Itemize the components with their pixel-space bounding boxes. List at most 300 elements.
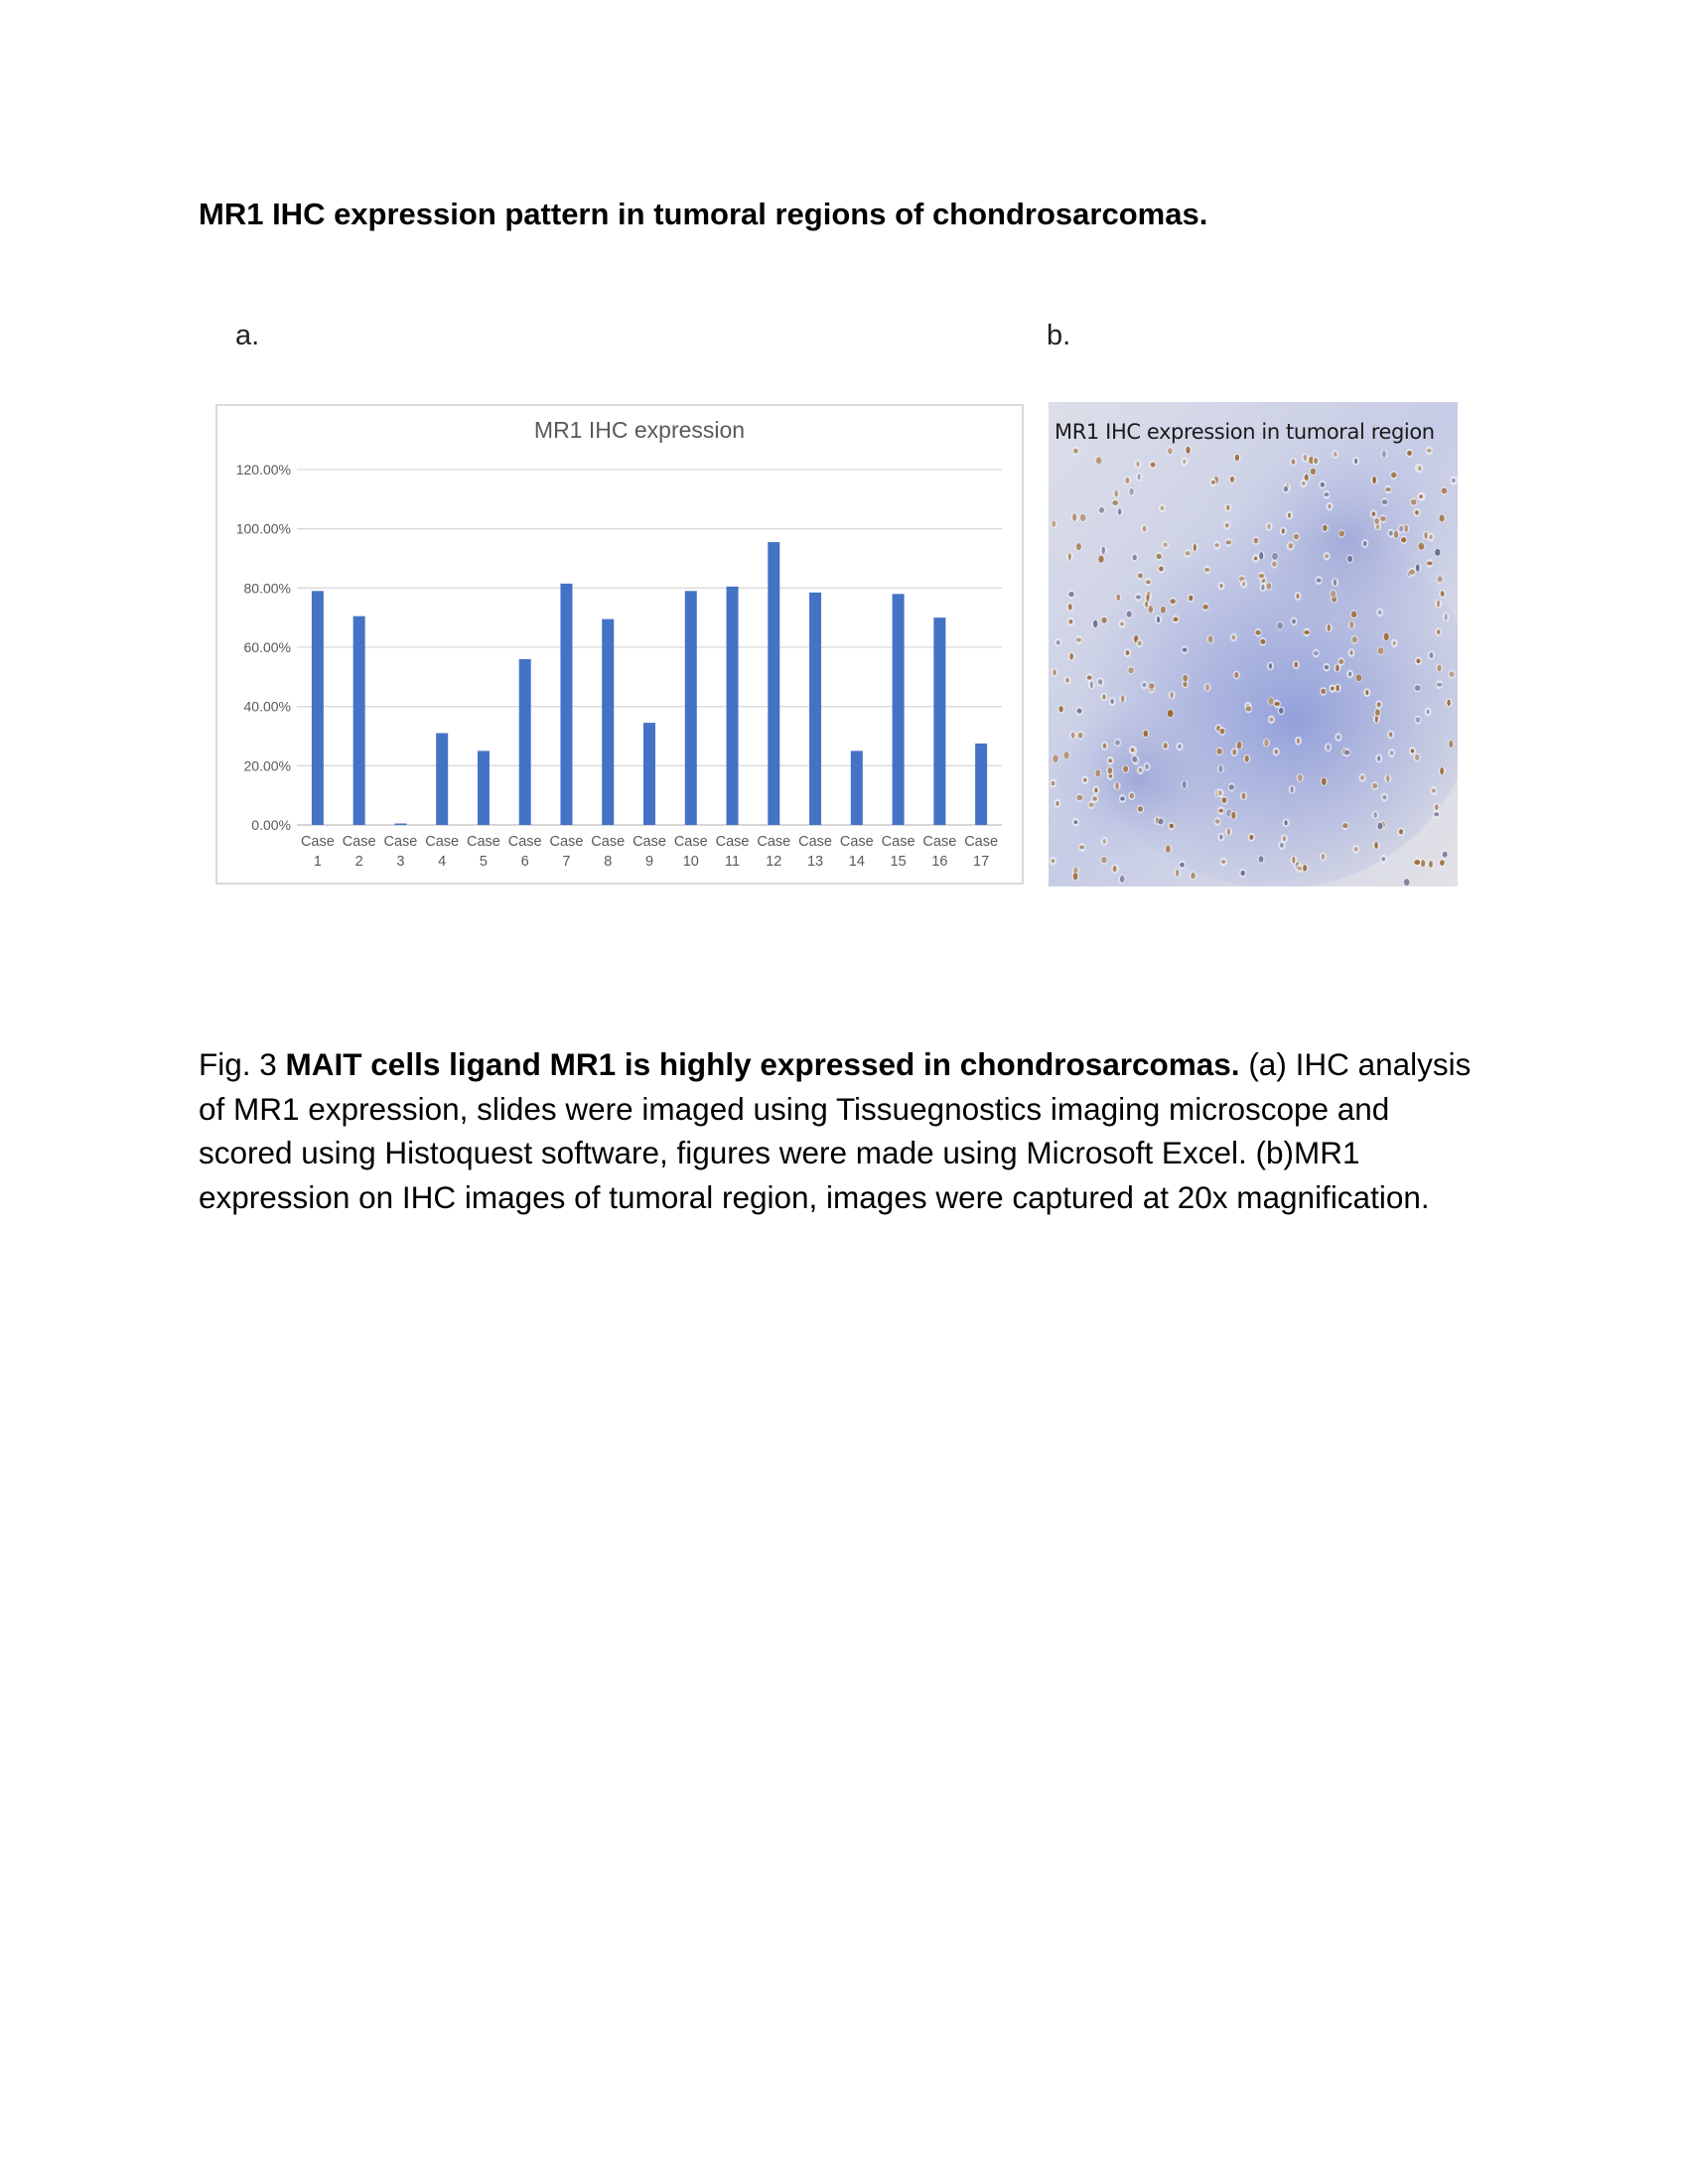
stained-cell [1183,781,1187,788]
x-tick-label: 2 [354,854,363,870]
stained-cell [1232,750,1236,755]
stained-cell [1131,748,1134,751]
stained-cell [1327,745,1330,751]
stained-cell [1204,568,1209,572]
stained-cell [1102,547,1105,554]
stained-cell [1092,797,1096,801]
figure-heading: MR1 IHC expression pattern in tumoral regions of chondrosarcomas. [199,197,1208,231]
stained-cell [1415,685,1421,691]
stained-cell [1338,659,1343,664]
stained-cell [1051,781,1055,785]
stained-cell [1053,754,1057,762]
stained-cell [1331,687,1334,691]
x-tick-label: Case [383,834,418,850]
stained-cell [1450,671,1455,677]
stained-cell [1087,676,1092,680]
stained-cell [1259,552,1263,559]
stained-cell [1409,569,1415,574]
stained-cell [1138,806,1143,811]
stained-cell [1266,583,1271,589]
stained-cell [1336,685,1338,691]
stained-cell [1382,451,1386,458]
stained-cell [1071,732,1075,738]
y-tick-label: 40.00% [243,698,291,715]
stained-cell [1429,535,1432,539]
bar-chart [217,406,1022,883]
stained-cell [1314,651,1319,655]
stained-cell [1416,717,1421,722]
stained-cell [1115,740,1120,745]
stained-cell [1296,594,1299,599]
stained-cell [1445,614,1448,620]
caption-prefix: Fig. 3 [199,1046,286,1082]
stained-cell [1108,758,1112,762]
x-tick-label: Case [425,834,460,850]
stained-cell [1429,652,1433,658]
x-tick-label: Case [300,834,335,850]
stained-cell [1077,709,1082,714]
stained-cell [1440,860,1445,866]
stained-cell [1401,537,1406,542]
stained-cell [1222,797,1227,803]
stained-cell [1314,458,1318,464]
stained-cell [1380,516,1386,521]
stained-cell [1418,466,1421,471]
x-tick-label: Case [507,834,542,850]
stained-cell [1385,487,1391,491]
stained-cell [1274,750,1278,753]
bar [312,591,324,825]
stained-cell [1381,857,1385,861]
stained-cell [1389,732,1393,737]
stained-cell [1168,448,1173,454]
stained-cell [1437,683,1443,687]
stained-cell [1449,741,1453,748]
stained-cell [1226,540,1231,544]
stained-cell [1384,633,1389,640]
stained-cell [1078,733,1082,739]
bar [478,751,490,825]
stained-cell [1272,553,1278,560]
stained-cell [1284,486,1288,492]
stained-cell [1336,735,1340,739]
stained-cell [1261,585,1264,591]
stained-cell [1325,554,1329,558]
stained-cell [1133,555,1137,561]
bar [602,619,614,825]
stained-cell [1321,482,1325,487]
stained-cell [1277,622,1283,629]
stained-cell [1120,796,1125,800]
x-tick-label: 8 [604,854,613,870]
stained-cell [1382,795,1386,799]
stained-cell [1249,835,1253,840]
stained-cell [1424,532,1427,539]
stained-cell [1183,675,1188,682]
x-tick-label: Case [964,834,999,850]
stained-cell [1126,650,1130,655]
stained-cell [1416,659,1420,664]
stained-cell [1317,578,1322,582]
stained-cell [1427,449,1432,453]
stained-cell [1354,847,1357,852]
bar [975,744,987,825]
stained-cell [1437,665,1441,672]
stained-cell [1120,622,1123,626]
stained-cell [1245,755,1249,762]
bar [643,723,655,825]
stained-cell [1103,839,1106,844]
stained-cell [1255,630,1260,635]
stained-cell [1069,653,1073,660]
stained-cell [1180,863,1185,868]
stained-cell [1090,681,1093,688]
x-tick-label: 15 [890,854,907,870]
x-tick-label: Case [839,834,874,850]
stained-cell [1166,845,1171,852]
stained-cell [1344,751,1349,755]
stained-cell [1101,617,1106,623]
stained-cell [1421,860,1425,867]
stained-cell [1360,775,1363,780]
stained-cell [1325,665,1329,669]
stained-cell [1328,624,1331,631]
stained-cell [1291,786,1294,793]
x-tick-label: 7 [562,854,571,870]
stained-cell [1394,531,1398,538]
stained-cell [1294,662,1298,668]
stained-cell [1217,749,1222,754]
stained-cell [1076,638,1081,642]
stained-cell [1231,812,1235,819]
y-tick-label: 60.00% [243,639,291,655]
stained-cell [1437,629,1441,633]
stained-cell [1254,557,1257,561]
stained-cell [1138,573,1143,578]
stained-cell [1442,487,1448,493]
stained-cell [1328,504,1331,508]
stained-cell [1260,639,1265,644]
stained-cell [1179,745,1182,749]
stained-cell [1208,635,1212,642]
stained-cell [1264,739,1268,747]
stained-cell [1101,857,1106,863]
stained-cell [1139,768,1142,772]
stained-cell [1202,605,1208,610]
stained-cell [1404,879,1410,886]
stained-cell [1322,854,1325,860]
stained-cell [1099,507,1104,513]
stained-cell [1268,697,1273,704]
stained-cell [1053,669,1055,675]
stained-cell [1088,803,1093,807]
stained-cell [1282,528,1285,533]
stained-cell [1378,647,1384,654]
chart-title: MR1 IHC expression [533,417,746,443]
stained-cell [1372,477,1376,483]
stained-cell [1164,743,1168,749]
x-tick-label: 6 [520,854,529,870]
stained-cell [1176,870,1179,877]
stained-cell [1414,860,1420,865]
stained-cell [1159,567,1164,572]
stained-cell [1302,481,1305,485]
stained-cell [1399,526,1403,532]
stained-cell [1151,463,1156,468]
x-tick-label: Case [549,834,584,850]
stained-cell [1378,611,1382,614]
x-tick-label: 16 [931,854,948,870]
stained-cell [1157,554,1162,559]
y-tick-label: 80.00% [243,580,291,597]
stained-cell [1259,574,1264,578]
stained-cell [1283,836,1286,841]
stained-cell [1288,513,1291,518]
stained-cell [1231,635,1235,640]
stained-cell [1323,525,1328,531]
x-tick-label: Case [591,834,626,850]
stained-cell [1158,819,1163,825]
stained-cell [1157,616,1160,622]
stained-cell [1096,457,1102,464]
stained-cell [1372,511,1376,516]
stained-cell [1220,584,1223,588]
stained-cell [1226,505,1229,511]
y-tick-label: 20.00% [243,757,291,774]
stained-cell [1219,835,1222,840]
bar [353,616,365,825]
stained-cell [1242,792,1246,799]
bar [768,542,779,825]
stained-cell [1382,499,1388,504]
stained-cell [1393,641,1396,645]
stained-cell [1102,695,1105,700]
stained-cell [1218,765,1222,772]
stained-cell [1079,846,1084,850]
stained-cell [1136,595,1141,599]
stained-cell [1098,679,1103,684]
x-tick-label: Case [715,834,750,850]
stained-cell [1108,767,1112,774]
x-tick-label: Case [922,834,957,850]
chart-y-axis [236,462,291,833]
chart-x-axis [301,834,998,870]
stained-cell [1434,812,1439,816]
stained-cell [1386,775,1389,782]
stained-cell [1322,778,1327,785]
stained-cell [1111,699,1114,704]
stained-cell [1427,562,1433,566]
stained-cell [1407,451,1412,456]
stained-cell [1113,866,1117,872]
chart-bars [312,542,987,825]
stained-cell [1145,764,1149,769]
x-tick-label: 11 [724,854,741,870]
x-tick-label: Case [633,834,666,850]
stained-cell [1076,543,1081,550]
stained-cell [1052,520,1055,526]
stained-cell [1292,459,1296,465]
stained-cell [1427,710,1430,714]
stained-cell [1411,499,1417,505]
stained-cell [1143,526,1147,532]
stained-cell [1351,612,1356,618]
bar-chart-panel [215,404,1024,885]
caption-bold-title: MAIT cells ligand MR1 is highly expressed in chondrosarcomas. [285,1046,1240,1082]
x-tick-label: Case [673,834,708,850]
stained-cell [1128,667,1133,673]
x-tick-label: 12 [766,854,782,870]
x-tick-label: 13 [806,854,824,870]
x-tick-label: 10 [682,854,699,870]
stained-cell [1068,592,1073,597]
stained-cell [1390,751,1394,754]
stained-cell [1129,488,1134,495]
stained-cell [1440,767,1444,775]
stained-cell [1068,553,1071,560]
stained-cell [1292,619,1295,624]
stained-cell [1334,579,1336,586]
stained-cell [1289,543,1293,548]
y-tick-label: 100.00% [235,520,291,537]
x-tick-label: 3 [396,854,405,870]
stained-cell [1272,562,1277,567]
stained-cell [1170,599,1175,604]
stained-cell [1324,492,1329,496]
stained-cell [1373,812,1377,818]
stained-cell [1437,600,1440,607]
stained-cell [1377,702,1381,707]
stained-cell [1267,524,1270,529]
stained-cell [1138,641,1142,646]
micrograph-label: MR1 IHC expression in tumoral region [1055,420,1435,444]
stained-cell [1215,543,1219,547]
stained-cell [1170,824,1174,829]
stained-cell [1435,804,1439,810]
stained-cell [1342,823,1348,828]
stained-cell [1452,478,1456,482]
stained-cell [1218,809,1223,813]
stained-cell [1391,473,1396,478]
panel-a-label: a. [235,320,260,351]
stained-cell [1191,873,1195,880]
stained-cell [1093,620,1097,627]
stained-cell [1219,790,1222,795]
stained-cell [1073,873,1078,880]
bar [851,751,863,825]
stained-cell [1132,756,1137,762]
stained-cell [1443,852,1448,858]
stained-cell [1297,739,1300,744]
stained-cell [1127,612,1132,617]
stained-cell [1183,460,1186,464]
stained-cell [1068,619,1072,623]
stained-cell [1115,782,1118,789]
x-tick-label: Case [798,834,832,850]
stained-cell [1419,494,1422,498]
stained-cell [1123,765,1128,772]
ihc-micrograph [1049,402,1458,887]
stained-cell [1149,683,1154,689]
stained-cell [1161,607,1166,614]
stained-cell [1095,769,1100,776]
stained-cell [1205,684,1209,691]
stained-cell [1051,859,1055,863]
stained-cell [1336,664,1338,671]
stained-cell [1246,706,1251,711]
stained-cell [1259,856,1264,862]
stained-cell [1415,754,1419,760]
caption-body: (a) IHC analysis of MR1 expression, slides were imaged using Tissuegnostics imaging microscope and scored using Histoquest software, figures were made using Microsoft Excel. (b)MR1 expression on IHC images of tumoral region, images were captured at 20x magnification. [199,1046,1472,1215]
stained-cell [1055,801,1058,806]
stained-cell [1274,702,1279,706]
stained-cell [1416,564,1420,571]
stained-cell [1186,447,1190,454]
bar [394,824,406,826]
x-tick-label: 5 [479,854,488,870]
bar [560,584,572,825]
panel-b-label: b. [1047,320,1071,351]
stained-cell [1073,820,1077,824]
stained-cell [1298,867,1302,871]
stained-cell [1103,744,1107,749]
stained-cell [1298,774,1303,781]
stained-cell [1303,865,1307,871]
y-tick-label: 0.00% [251,817,291,833]
stained-cell [1118,508,1121,514]
bar [519,659,531,825]
stained-cell [1429,861,1433,868]
x-tick-label: Case [467,834,500,850]
stained-cell [1242,582,1245,587]
stained-cell [1374,842,1377,849]
stained-cell [1235,455,1239,461]
stained-cell [1098,556,1103,563]
stained-cell [1415,510,1418,515]
stained-cell [1112,500,1118,505]
stained-cell [1279,708,1284,714]
stained-cell [1241,871,1245,876]
stained-cell [1146,594,1149,601]
stained-cell [1144,731,1149,738]
stained-cell [1080,514,1085,521]
stained-cell [1225,523,1229,528]
x-tick-label: 17 [973,854,990,870]
bar [685,591,697,825]
stained-cell [1125,478,1129,483]
stained-cell [1076,795,1082,801]
stained-cell [1227,828,1230,835]
stained-cell [1389,531,1393,536]
bar [727,587,739,825]
x-tick-label: 4 [438,854,447,870]
stained-cell [1234,672,1238,678]
stained-cell [1270,718,1274,722]
stained-cell [1435,549,1440,556]
stained-cell [1171,692,1174,699]
stained-cell [1304,455,1307,462]
stained-cell [1211,480,1215,484]
x-tick-label: 1 [313,854,322,870]
stained-cell [1365,690,1368,695]
stained-cell [1120,876,1124,883]
stained-cell [1219,729,1224,734]
stained-cell [1411,749,1414,752]
stained-cell [1121,695,1124,703]
stained-cell [1285,820,1288,825]
stained-cell [1068,604,1072,610]
stained-cell [1146,580,1151,584]
